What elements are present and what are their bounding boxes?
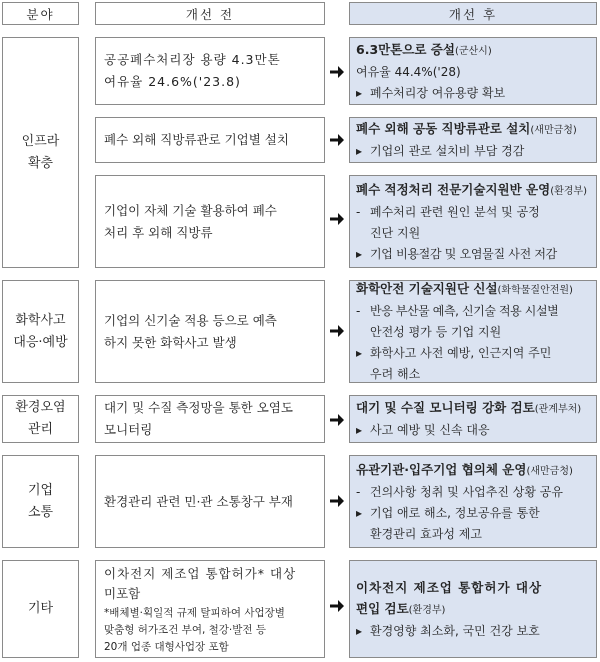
before-line: 모니터링 <box>104 422 153 437</box>
after-line <box>356 621 590 642</box>
category-line: 기업 <box>27 482 54 498</box>
category-chemical-accident <box>2 280 79 383</box>
after-title-agency: (새만금청) <box>526 465 573 477</box>
after-line <box>356 364 590 385</box>
before-note-line: 맞춤형 허가조건 부여, 철강·발전 등 <box>104 624 267 636</box>
after-box <box>349 395 597 443</box>
after-line <box>356 301 590 322</box>
after-title-text: 화학안전 기술지원단 신설 <box>356 281 498 296</box>
after-box <box>349 560 597 658</box>
before-line: 공공폐수처리장 용량 4.3만톤 <box>104 52 281 67</box>
line-text: 반응 부산물 예측, 신기술 적용 시설별 <box>370 304 559 318</box>
before-line: 여유율 24.6%('23.8) <box>104 74 241 89</box>
before-box <box>95 37 325 105</box>
after-box <box>349 455 597 548</box>
triangle-bullet-icon: ▸ <box>356 505 363 520</box>
after-title-line2 <box>356 598 590 621</box>
header-before <box>95 2 325 25</box>
after-line <box>356 223 590 244</box>
before-line: 이차전지 제조업 통합허가* 대상 <box>104 566 297 581</box>
triangle-bullet-icon: ▸ <box>356 623 363 638</box>
header-category-label: 분야 <box>26 6 55 22</box>
after-line <box>356 202 590 223</box>
after-title <box>356 39 590 62</box>
category-line: 관리 <box>27 422 54 437</box>
line-text: 폐수처리장 여유용량 확보 <box>370 85 506 100</box>
before-box <box>95 560 325 658</box>
after-title-agency: (환경부) <box>408 604 446 616</box>
after-title-agency: (화학물질안전원) <box>497 285 573 296</box>
before-note-line: 20개 업종 대형사업장 포함 <box>104 641 229 653</box>
before-line: 폐수 외해 직방류관로 기업별 설치 <box>104 132 289 147</box>
dash-marker: - <box>356 484 361 499</box>
after-title <box>356 118 590 141</box>
header-after-label: 개선 후 <box>448 6 498 22</box>
before-box <box>95 175 325 268</box>
line-text: 환경관리 효과성 제고 <box>370 526 482 541</box>
category-line: 환경오염 <box>15 400 66 415</box>
after-line <box>356 141 590 162</box>
after-title-text: 폐수 적정처리 전문기술지원반 운영 <box>356 181 551 197</box>
category-other <box>2 560 79 658</box>
before-line: 처리 후 외해 직방류 <box>104 224 213 240</box>
category-pollution-management <box>2 395 79 443</box>
line-text: 진단 지원 <box>370 225 421 240</box>
triangle-bullet-icon: ▸ <box>356 346 363 360</box>
arrow-right-icon <box>330 325 344 337</box>
before-box <box>95 280 325 383</box>
dash-marker: - <box>356 204 361 219</box>
before-box <box>95 455 325 548</box>
after-box <box>349 280 597 383</box>
line-text: 안전성 평가 등 기업 지원 <box>370 325 502 339</box>
after-title <box>356 179 590 202</box>
before-line: 미포함 <box>104 586 141 601</box>
triangle-bullet-icon: ▸ <box>356 423 363 437</box>
after-title-agency: (군산시) <box>454 45 492 57</box>
before-line: 환경관리 관련 민·관 소통창구 부재 <box>104 493 293 509</box>
before-box <box>95 395 325 443</box>
line-text: 폐수처리 관련 원인 분석 및 공정 <box>370 204 540 219</box>
triangle-bullet-icon: ▸ <box>356 85 363 100</box>
after-title <box>356 278 590 301</box>
after-title <box>356 459 590 482</box>
category-business-communication <box>2 455 79 548</box>
category-line: 확충 <box>27 155 54 171</box>
category-infrastructure <box>2 37 79 268</box>
line-text: 기업 비용절감 및 오염물질 사전 저감 <box>370 246 557 261</box>
after-title-text: 대기 및 수질 모니터링 강화 검토 <box>356 400 535 415</box>
after-line <box>356 244 590 265</box>
line-marker <box>356 364 370 385</box>
triangle-bullet-icon: ▸ <box>356 144 363 158</box>
category-line: 기타 <box>27 601 54 616</box>
before-line: 기업의 신기술 적용 등으로 예측 <box>104 312 277 328</box>
before-line: 대기 및 수질 측정망을 통한 오염도 <box>104 400 293 415</box>
after-box <box>349 37 597 105</box>
after-title-agency: (새만금청) <box>530 125 577 136</box>
category-line: 소통 <box>27 504 54 520</box>
line-text: 기업 애로 해소, 정보공유를 통한 <box>370 505 540 520</box>
arrow-right-icon <box>330 495 344 507</box>
line-text: 건의사항 청취 및 사업추진 상황 공유 <box>370 484 563 499</box>
arrow-right-icon <box>330 134 344 146</box>
dash-marker: - <box>356 304 361 318</box>
after-title-agency: (환경부) <box>550 185 587 197</box>
line-marker <box>356 524 370 545</box>
header-after <box>349 2 597 25</box>
after-box <box>349 175 597 268</box>
after-line <box>356 322 590 343</box>
after-title-text: 6.3만톤으로 증설 <box>356 41 455 57</box>
after-line <box>356 343 590 364</box>
after-line <box>356 503 590 524</box>
arrow-right-icon <box>330 66 344 78</box>
after-title-text: 유관기관·입주기업 협의체 운영 <box>356 461 527 477</box>
line-text: 사고 예방 및 신속 대응 <box>370 423 490 437</box>
before-note-line: *배체별·획일적 규제 탈피하여 사업장별 <box>104 607 285 619</box>
after-box <box>349 117 597 163</box>
after-line <box>356 482 590 503</box>
line-marker <box>356 322 370 343</box>
category-line: 대응·예방 <box>13 334 68 350</box>
line-text: 기업의 관로 설치비 부담 경감 <box>370 144 525 158</box>
before-box <box>95 117 325 163</box>
before-line: 하지 못한 화학사고 발생 <box>104 334 237 350</box>
after-title-agency: (관계부처) <box>534 404 582 415</box>
after-line <box>356 420 590 441</box>
line-marker <box>356 223 370 244</box>
header-category <box>2 2 79 25</box>
header-before-label: 개선 전 <box>185 6 235 22</box>
line-text: 환경영향 최소화, 국민 건강 보호 <box>370 623 540 638</box>
after-title-text: 편입 검토 <box>356 600 409 616</box>
arrow-right-icon <box>330 600 344 612</box>
after-title <box>356 577 590 598</box>
line-text: 화학사고 사전 예방, 인근지역 주민 <box>370 346 552 360</box>
arrow-right-icon <box>330 414 344 426</box>
category-line: 화학사고 <box>15 312 66 328</box>
after-title-text: 이차전지 제조업 통합허가 대상 <box>356 579 543 595</box>
triangle-bullet-icon: ▸ <box>356 246 363 261</box>
before-line: 기업이 자체 기술 활용하여 폐수 <box>104 202 277 218</box>
line-text: 우려 해소 <box>370 367 421 381</box>
line-text: 여유율 44.4%('28) <box>356 64 461 79</box>
after-line <box>356 524 590 545</box>
arrow-right-icon <box>330 213 344 225</box>
category-line: 인프라 <box>21 133 60 149</box>
after-title <box>356 397 590 420</box>
after-line <box>356 83 590 104</box>
after-line <box>356 62 590 83</box>
after-title-text: 폐수 외해 공동 직방류관로 설치 <box>356 121 531 136</box>
